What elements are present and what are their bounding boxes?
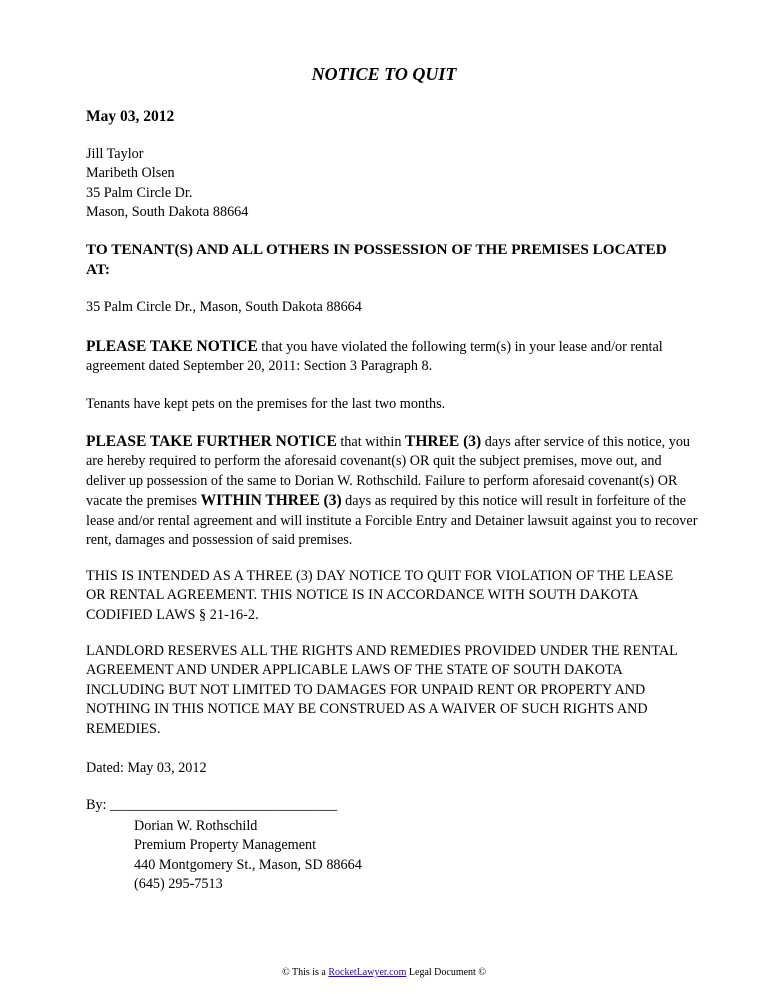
rocketlawyer-link[interactable]: RocketLawyer.com bbox=[328, 967, 407, 978]
recipient-street: 35 Palm Circle Dr. bbox=[86, 184, 193, 201]
three-days-emphasis: THREE (3) bbox=[405, 433, 482, 450]
violation-description: Tenants have kept pets on the premises for the last two months. bbox=[86, 396, 446, 412]
tenant-heading: TO TENANT(S) AND ALL OTHERS IN POSSESSION OF THE PREMISES LOCATED AT: bbox=[86, 241, 667, 278]
further-notice-text-1: that within bbox=[336, 434, 405, 450]
signer-company: Premium Property Management bbox=[134, 837, 317, 854]
document-footer bbox=[0, 966, 768, 980]
recipient-name-1: Jill Taylor bbox=[86, 146, 144, 162]
further-notice-lead: PLEASE TAKE FURTHER NOTICE bbox=[86, 433, 337, 450]
recipient-address-block bbox=[86, 145, 248, 223]
premises-address: 35 Palm Circle Dr., Mason, South Dakota 88664 bbox=[86, 299, 362, 315]
signer-phone: (645) 295-7513 bbox=[134, 876, 223, 893]
further-notice-text-3: days as required by this notice will result in forfeiture of the lease and/or rental agreement and will institute a Forcible Entry and Detainer lawsuit against you to recover rent, damages and possession of said premises. bbox=[86, 493, 698, 549]
notice-lead: PLEASE TAKE NOTICE bbox=[86, 338, 258, 355]
signer-name: Dorian W. Rothschild bbox=[134, 818, 258, 834]
landlord-rights-paragraph: LANDLORD RESERVES ALL THE RIGHTS AND REMEDIES PROVIDED UNDER THE RENTAL AGREEMENT AND UNDER APPLICABLE LAWS OF THE STATE OF SOUTH DAKOTA INCLUDING BUT NOT LIMITED TO DAMAGES FOR UNPAID RENT OR PROPERTY AND NOTHING IN THIS NOTICE MAY BE CONSTRUED AS A WAIVER OF SUCH RIGHTS AND REMEDIES. bbox=[86, 643, 678, 737]
signature-line: By: ________________________________ bbox=[86, 797, 338, 813]
document-title: NOTICE TO QUIT bbox=[311, 64, 457, 84]
dated-line: Dated: May 03, 2012 bbox=[86, 760, 207, 776]
notice-paragraph bbox=[86, 337, 696, 377]
intended-notice-paragraph: THIS IS INTENDED AS A THREE (3) DAY NOTICE TO QUIT FOR VIOLATION OF THE LEASE OR RENTAL AGREEMENT. THIS NOTICE IS IN ACCORDANCE WITH SOUTH DAKOTA CODIFIED LAWS § 21-16-2. bbox=[86, 568, 674, 623]
footer-suffix: Legal Document © bbox=[406, 967, 486, 978]
signer-address: 440 Montgomery St., Mason, SD 88664 bbox=[134, 856, 362, 873]
recipient-city: Mason, South Dakota 88664 bbox=[86, 204, 249, 221]
notice-date: May 03, 2012 bbox=[86, 108, 175, 125]
further-notice-paragraph bbox=[86, 432, 698, 550]
further-notice-text-2: days after service of this notice, you are hereby required to perform the aforesaid covenant(s) OR quit the subject premises, move out, and deliver up possession of the same to Dorian W. Rothschild. Failure to perform aforesaid covenant(s) OR vacate the premises bbox=[86, 434, 691, 510]
signer-block bbox=[134, 817, 362, 895]
notice-text: that you have violated the following term(s) in your lease and/or rental agreement dated September 20, 2011: Section 3 Paragraph 8. bbox=[86, 339, 663, 375]
footer-prefix: © This is a bbox=[282, 967, 329, 978]
recipient-name-2: Maribeth Olsen bbox=[86, 165, 175, 182]
within-three-emphasis: WITHIN THREE (3) bbox=[200, 492, 342, 510]
